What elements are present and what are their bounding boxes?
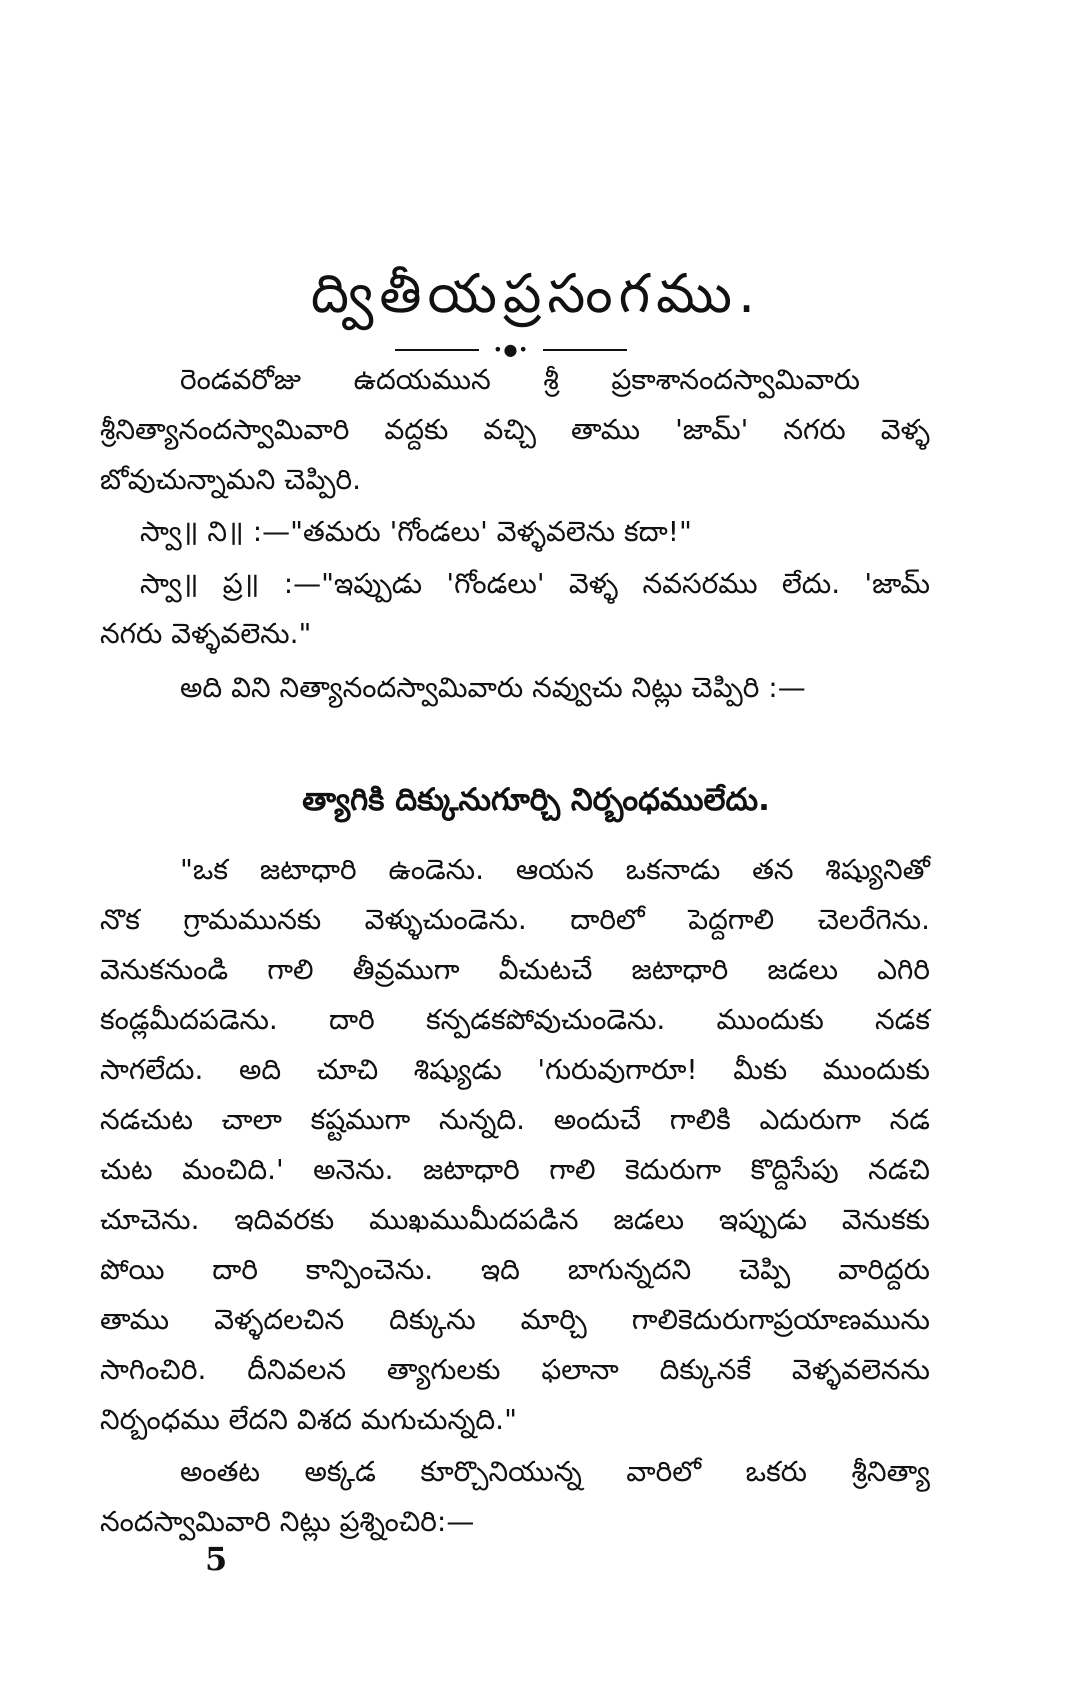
dialogue-line: స్వా॥ ని॥ :—"తమరు 'గోండలు' వెళ్ళవలెను కదా!" [140, 515, 692, 548]
paragraph-line: రెండవరోజు ఉదయమున శ్రీ ప్రకాశానందస్వామివారు [180, 363, 860, 396]
section-subheading: త్యాగికి దిక్కునుగూర్చి నిర్బంధములేదు. [302, 782, 770, 818]
intro-line: అది విని నిత్యానందస్వామివారు నవ్వుచు నిట్లు చెప్పిరి :— [180, 671, 806, 704]
dialogue-line: నగరు వెళ్ళవలెను." [100, 617, 312, 650]
story-line: చూచెను. ఇదివరకు ముఖముమీదపడిన జడలు ఇప్పుడు వెనుకకు [100, 1203, 930, 1236]
story-line: "ఒక జటాధారి ఉండెను. ఆయన ఒకనాడు తన శిష్యునితో [180, 853, 930, 886]
ornament-line-left [395, 349, 479, 351]
paragraph-line: బోవుచున్నామని చెప్పిరి. [100, 463, 362, 496]
paragraph-line: శ్రీనిత్యానందస్వామివారి వద్దకు వచ్చి తాము 'జామ్' నగరు వెళ్ళ [100, 413, 930, 446]
story-line: తాము వెళ్ళదలచిన దిక్కును మార్చి గాలికెదురుగాప్రయాణమును [100, 1303, 930, 1336]
story-line: కండ్లమీదపడెను. దారి కన్పడకపోవుచుండెను. ముందుకు నడక [100, 1003, 930, 1036]
story-line: చుట మంచిది.' అనెను. జటాధారి గాలి కెదురుగా కొద్దిసేపు నడచి [100, 1153, 930, 1186]
story-line: సాగించిరి. దీనివలన త్యాగులకు ఫలానా దిక్కునకే వెళ్ళవలెనను [100, 1353, 930, 1386]
page-number: 5 [205, 1540, 228, 1578]
closing-line: నందస్వామివారి నిట్లు ప్రశ్నించిరి:— [100, 1505, 475, 1538]
title-ornament [395, 340, 627, 359]
story-line: వెనుకనుండి గాలి తీవ్రముగా వీచుటచే జటాధారి జడలు ఎగిరి [100, 953, 930, 986]
ornament-dots: •●• [493, 340, 529, 359]
story-line: సాగలేదు. అది చూచి శిష్యుడు 'గురువుగారూ! మీకు ముందుకు [100, 1053, 930, 1086]
dialogue-line: స్వా॥ ప్ర॥ :—"ఇప్పుడు 'గోండలు' వెళ్ళ నవసరము లేదు. 'జామ్ [140, 567, 930, 600]
story-line: నొక గ్రామమునకు వెళ్ళుచుండెను. దారిలో పెద్దగాలి చెలరేగెను. [100, 903, 930, 936]
ornament-line-right [543, 349, 627, 351]
closing-line: అంతట అక్కడ కూర్చొనియున్న వారిలో ఒకరు శ్రీనిత్యా [180, 1455, 930, 1488]
story-line: పోయి దారి కాన్పించెను. ఇది బాగున్నదని చెప్పి వారిద్దరు [100, 1253, 930, 1286]
chapter-title: ద్వితీయప్రసంగము. [310, 262, 762, 325]
story-line: నడచుట చాలా కష్టముగా నున్నది. అందుచే గాలికి ఎదురుగా నడ [100, 1103, 930, 1136]
story-line: నిర్బంధము లేదని విశద మగుచున్నది." [100, 1403, 517, 1436]
